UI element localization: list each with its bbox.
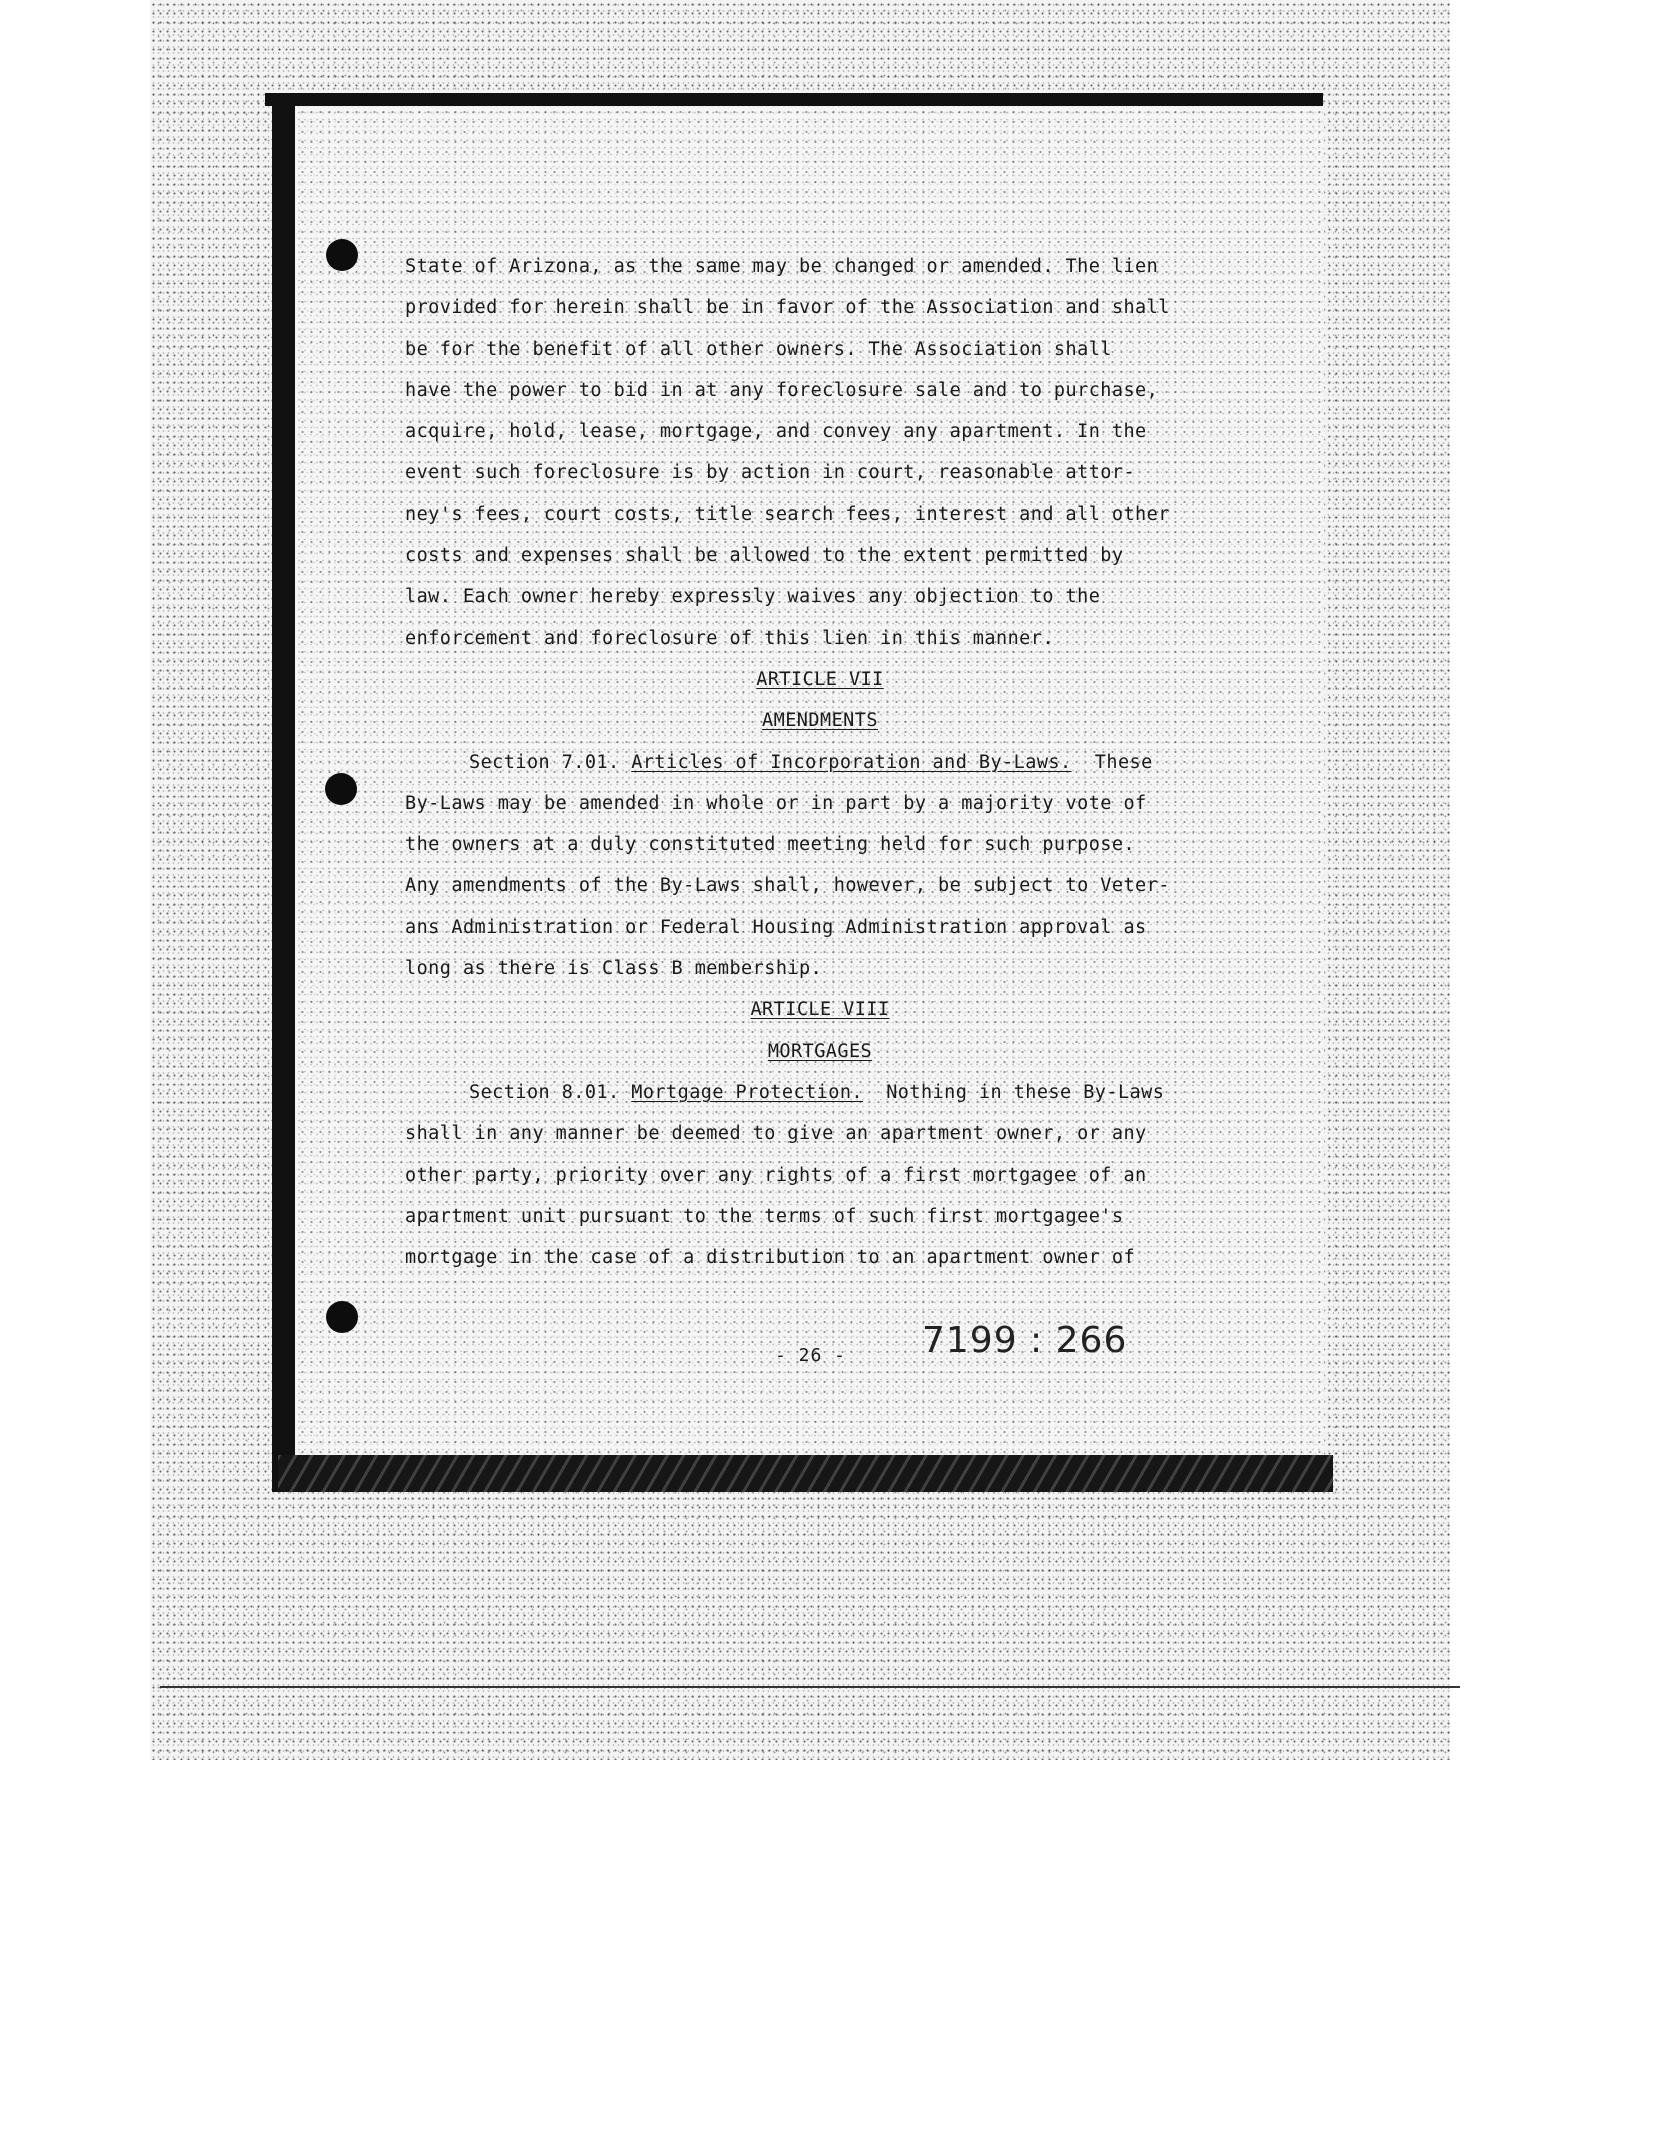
text-line: have the power to bid in at any foreclosure sale and to purchase, — [405, 379, 1159, 401]
section-number: Section 8.01. — [469, 1081, 620, 1103]
frame-border-top — [265, 93, 1323, 106]
punch-hole-middle — [325, 773, 357, 805]
text-line: acquire, hold, lease, mortgage, and convey any apartment. In the — [405, 421, 1147, 443]
section-title: Articles of Incorporation and By-Laws. — [631, 751, 1072, 773]
punch-hole-top — [326, 239, 358, 271]
text-line: mortgage in the case of a distribution to an apartment owner of — [405, 1247, 1136, 1269]
article-7-subheading: AMENDMENTS — [762, 710, 878, 732]
text-line: costs and expenses shall be allowed to the extent permitted by — [405, 545, 1124, 567]
text-line: ans Administration or Federal Housing Administration approval as — [405, 916, 1147, 938]
text-line: provided for herein shall be in favor of the Association and shall — [405, 297, 1170, 319]
section-8-01-heading-line — [405, 1072, 1235, 1113]
recording-stamp: 7199 : 266 — [922, 1320, 1128, 1361]
text-line: apartment unit pursuant to the terms of such first mortgagee's — [405, 1205, 1124, 1227]
document-text — [405, 246, 1235, 1278]
section-text: Nothing in these By-Laws — [886, 1081, 1165, 1103]
text-line: the owners at a duly constituted meeting held for such purpose. — [405, 834, 1136, 856]
text-line: By-Laws may be amended in whole or in part by a majority vote of — [405, 792, 1147, 814]
section-number: Section 7.01. — [469, 751, 620, 773]
article-7-heading: ARTICLE VII — [756, 668, 884, 690]
text-line: event such foreclosure is by action in court, reasonable attor- — [405, 462, 1136, 484]
frame-border-left — [272, 100, 295, 1492]
page-number: - 26 - — [775, 1345, 847, 1366]
article-8-heading: ARTICLE VIII — [750, 999, 890, 1021]
text-line: Any amendments of the By-Laws shall, however, be subject to Veter- — [405, 875, 1170, 897]
text-line: long as there is Class B membership. — [405, 958, 823, 980]
text-line: shall in any manner be deemed to give an apartment owner, or any — [405, 1123, 1147, 1145]
text-line: be for the benefit of all other owners. The Association shall — [405, 338, 1112, 360]
section-text: These — [1094, 751, 1153, 773]
text-line: other party, priority over any rights of a first mortgagee of an — [405, 1164, 1147, 1186]
text-line: State of Arizona, as the same may be changed or amended. The lien — [405, 256, 1159, 277]
punch-hole-bottom — [326, 1301, 358, 1333]
section-title: Mortgage Protection. — [631, 1081, 864, 1103]
section-7-01-heading-line — [405, 742, 1235, 783]
text-line: enforcement and foreclosure of this lien in this manner. — [405, 627, 1054, 649]
text-line: law. Each owner hereby expressly waives any objection to the — [405, 586, 1101, 608]
bottom-rule — [160, 1686, 1460, 1688]
text-line: ney's fees, court costs, title search fees, interest and all other — [405, 503, 1170, 525]
frame-border-bottom — [278, 1455, 1333, 1492]
article-8-subheading: MORTGAGES — [767, 1040, 873, 1062]
